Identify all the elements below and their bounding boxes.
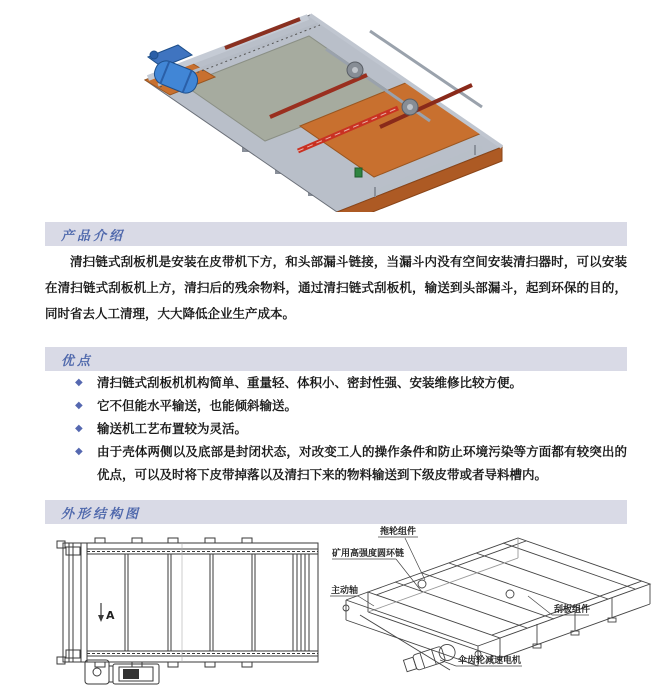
- callout-motor: 伞齿轮减速电机: [458, 656, 522, 666]
- callout-roller: 拖轮组件: [380, 527, 417, 537]
- callout-chain: 矿用高强度圆环链: [332, 549, 405, 559]
- bullet-text: 清扫链式刮板机机构简单、重量轻、体积小、密封性强、安装维修比较方便。: [97, 375, 523, 390]
- view-marker-label: A: [106, 609, 115, 622]
- list-item: [45, 371, 627, 394]
- section-view-marker: [98, 603, 115, 622]
- product-3d-render: [130, 5, 510, 212]
- plan-view-drawing: [45, 533, 330, 688]
- section-title: 优点: [61, 353, 94, 369]
- section-header-product-intro: [45, 222, 627, 246]
- isometric-svg: [330, 520, 657, 688]
- diamond-bullet-icon: ◆: [75, 423, 83, 434]
- intro-paragraph: 清扫链式刮板机是安装在皮带机下方，和头部漏斗链接，当漏斗内没有空间安装清扫器时，可以安装在清扫链式刮板机上方，清扫后的残余物料，通过清扫链式刮板机，输送到头部漏斗，起到环保的目的，同时省去人工清理，大大降低企业生产成本。: [45, 254, 627, 321]
- list-item: [45, 394, 627, 417]
- bullet-text: 由于壳体两侧以及底部是封闭状态，对改变工人的操作条件和防止环境污染等方面都有较突出的优点，可以及时将下皮带掉落以及清扫下来的物料输送到下级皮带或者导料槽内。: [97, 444, 627, 482]
- diamond-bullet-icon: ◆: [75, 400, 83, 411]
- callout-drive-shaft: 主动轴: [331, 586, 359, 596]
- advantages-list: [45, 371, 627, 486]
- section-title: 产品介绍: [61, 228, 126, 244]
- section-title: 外形结构图: [61, 506, 142, 522]
- plan-view-svg: [45, 533, 330, 688]
- diamond-bullet-icon: ◆: [75, 377, 83, 388]
- bullet-text: 输送机工艺布置较为灵活。: [97, 421, 248, 436]
- section-header-advantages: [45, 347, 627, 371]
- drive-motor-3d: [148, 45, 201, 96]
- list-item: [45, 417, 627, 440]
- bullet-text: 它不但能水平输送，也能倾斜输送。: [97, 398, 298, 413]
- conveyor-3d-illustration: [130, 5, 510, 212]
- callout-scraper: 刮板组件: [554, 605, 591, 615]
- diamond-bullet-icon: ◆: [75, 446, 83, 457]
- list-item: [45, 440, 627, 486]
- isometric-structure-drawing: [330, 520, 657, 688]
